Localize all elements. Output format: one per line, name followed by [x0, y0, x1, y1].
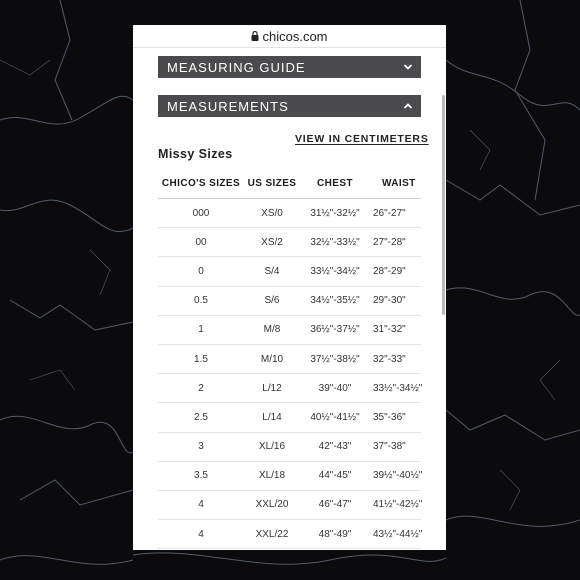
chevron-down-icon: [403, 63, 413, 71]
section-title: Missy Sizes: [158, 147, 233, 161]
table-header-row: [158, 169, 421, 199]
cell-us-size: L/14: [262, 411, 282, 423]
cell-chest: 34½"-35½": [310, 295, 360, 307]
lock-icon: [251, 31, 259, 41]
cell-chest: 44"-45": [318, 470, 352, 482]
cell-chest: 36½"-37½": [310, 324, 360, 336]
table-row: [158, 228, 421, 257]
cell-us-size: L/12: [262, 382, 282, 394]
cell-us-size: S/6: [264, 295, 280, 307]
cell-chicos-size: 2: [198, 382, 204, 394]
header-chest: CHEST: [317, 178, 353, 189]
cell-waist: 37"-38": [373, 441, 406, 453]
cell-waist: 28"-29": [373, 265, 406, 277]
cell-chest: 42"-43": [318, 441, 352, 453]
cell-us-size: XS/0: [261, 207, 283, 219]
measuring-guide-accordion[interactable]: [158, 56, 421, 78]
table-row: [158, 287, 421, 316]
cell-chicos-size: 00: [195, 236, 207, 248]
cell-waist: 32"-33": [373, 353, 406, 365]
table-row: [158, 491, 421, 520]
cell-chicos-size: 4: [198, 528, 204, 540]
cell-us-size: XXL/22: [255, 528, 289, 540]
url-bar[interactable]: [133, 25, 446, 48]
page-scrollbar[interactable]: [442, 95, 445, 315]
table-row: [158, 433, 421, 462]
accordion-label: MEASURING GUIDE: [167, 59, 306, 75]
table-row: [158, 257, 421, 286]
cell-us-size: XL/18: [258, 470, 286, 482]
cell-chicos-size: 1.5: [194, 353, 208, 365]
table-row: [158, 403, 421, 432]
cell-chest: 39"-40": [318, 382, 352, 394]
size-table: [158, 169, 421, 549]
cell-waist: 41½"-42½": [373, 499, 423, 511]
cell-chest: 37½"-38½": [310, 353, 360, 365]
table-row: [158, 520, 421, 549]
cell-chicos-size: 000: [192, 207, 210, 219]
cell-waist: 35"-36": [373, 411, 406, 423]
table-row: [158, 462, 421, 491]
cell-chicos-size: 0.5: [194, 295, 208, 307]
chevron-up-icon: [403, 102, 413, 110]
header-waist: WAIST: [382, 178, 416, 189]
cell-chicos-size: 0: [198, 265, 204, 277]
cell-waist: 43½"-44½": [373, 528, 423, 540]
cell-waist: 29"-30": [373, 295, 406, 307]
cell-us-size: XL/16: [258, 441, 286, 453]
cell-chest: 31½"-32½": [310, 207, 360, 219]
cell-chicos-size: 4: [198, 499, 204, 511]
cell-chicos-size: 3: [198, 441, 204, 453]
cell-waist: 39½"-40½": [373, 470, 423, 482]
table-row: [158, 345, 421, 374]
cell-waist: 31"-32": [373, 324, 406, 336]
cell-us-size: M/10: [260, 353, 284, 365]
accordion-label: MEASUREMENTS: [167, 98, 289, 114]
cell-chicos-size: 1: [198, 324, 204, 336]
cell-chicos-size: 2.5: [194, 411, 208, 423]
cell-us-size: XS/2: [261, 236, 283, 248]
header-us-sizes: US SIZES: [247, 178, 297, 189]
table-row: [158, 316, 421, 345]
cell-chest: 48"-49": [318, 528, 352, 540]
header-chicos-sizes: CHICO'S SIZES: [161, 178, 241, 189]
table-row: [158, 374, 421, 403]
cell-chest: 46"-47": [318, 499, 352, 511]
cell-chicos-size: 3.5: [194, 470, 208, 482]
url-text: chicos.com: [262, 28, 328, 44]
measurements-accordion[interactable]: [158, 95, 421, 117]
cell-us-size: S/4: [264, 265, 280, 277]
cell-chest: 40½"-41½": [310, 411, 360, 423]
cell-waist: 26"-27": [373, 207, 406, 219]
cell-us-size: M/8: [263, 324, 281, 336]
cell-chest: 32½"-33½": [310, 236, 360, 248]
browser-page: [133, 25, 446, 550]
table-row: [158, 199, 421, 228]
cell-waist: 27"-28": [373, 236, 406, 248]
view-in-centimeters-link[interactable]: VIEW IN CENTIMETERS: [295, 133, 429, 145]
cell-us-size: XXL/20: [255, 499, 289, 511]
cell-chest: 33½"-34½": [310, 265, 360, 277]
cell-waist: 33½"-34½": [373, 382, 423, 394]
